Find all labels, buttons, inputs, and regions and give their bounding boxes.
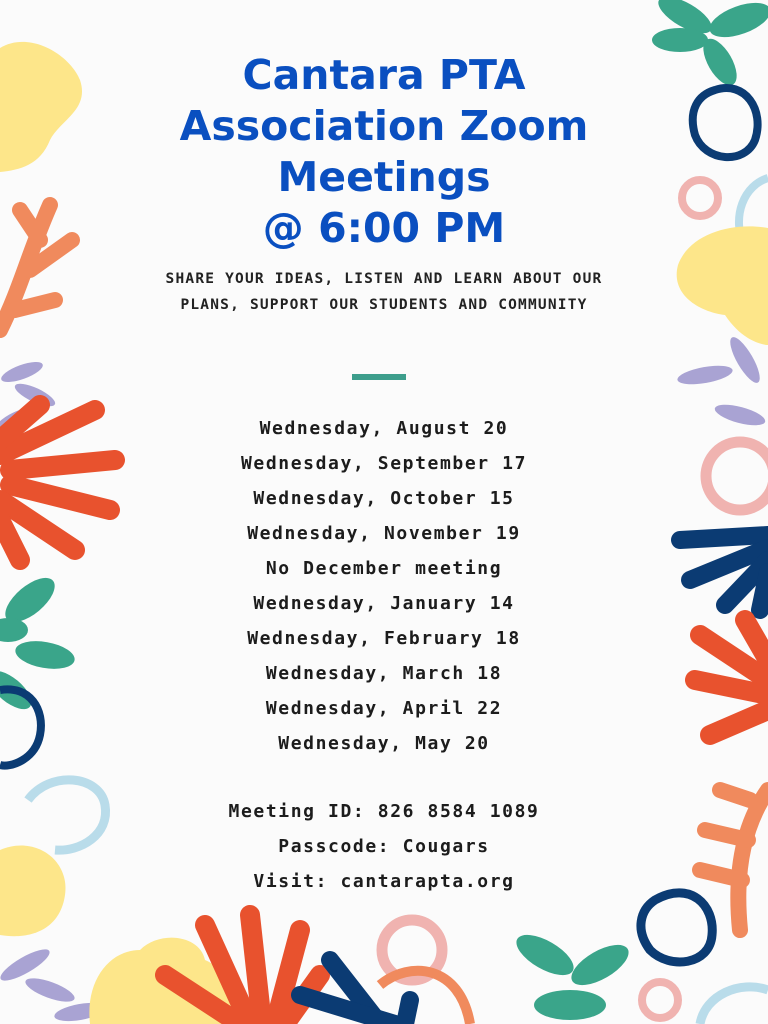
title-line: Association Zoom	[179, 102, 589, 150]
meeting-date: Wednesday, November 19	[247, 523, 521, 544]
meeting-date: Wednesday, October 15	[253, 488, 515, 509]
passcode: Passcode: Cougars	[278, 836, 490, 857]
meeting-date: Wednesday, August 20	[259, 418, 509, 439]
title-line: Meetings	[277, 153, 491, 201]
meeting-info	[0, 794, 768, 899]
meeting-schedule	[0, 411, 768, 761]
meeting-date: Wednesday, March 18	[265, 663, 503, 684]
meeting-date: No December meeting	[265, 558, 503, 579]
meeting-date: Wednesday, January 14	[253, 593, 515, 614]
meeting-date: Wednesday, February 18	[247, 628, 521, 649]
title-line: Cantara PTA	[242, 51, 526, 99]
website-link[interactable]: Visit: cantarapta.org	[253, 871, 515, 892]
meeting-date: Wednesday, May 20	[278, 733, 490, 754]
title-line: @ 6:00 PM	[262, 204, 506, 252]
page-title	[0, 50, 768, 254]
divider	[352, 374, 406, 380]
meeting-date: Wednesday, April 22	[265, 698, 503, 719]
subtitle: SHARE YOUR IDEAS, LISTEN AND LEARN ABOUT OUR PLANS, SUPPORT OUR STUDENTS AND COMMUNITY	[165, 271, 603, 313]
meeting-date: Wednesday, September 17	[240, 453, 528, 474]
meeting-id: Meeting ID: 826 8584 1089	[228, 801, 540, 822]
